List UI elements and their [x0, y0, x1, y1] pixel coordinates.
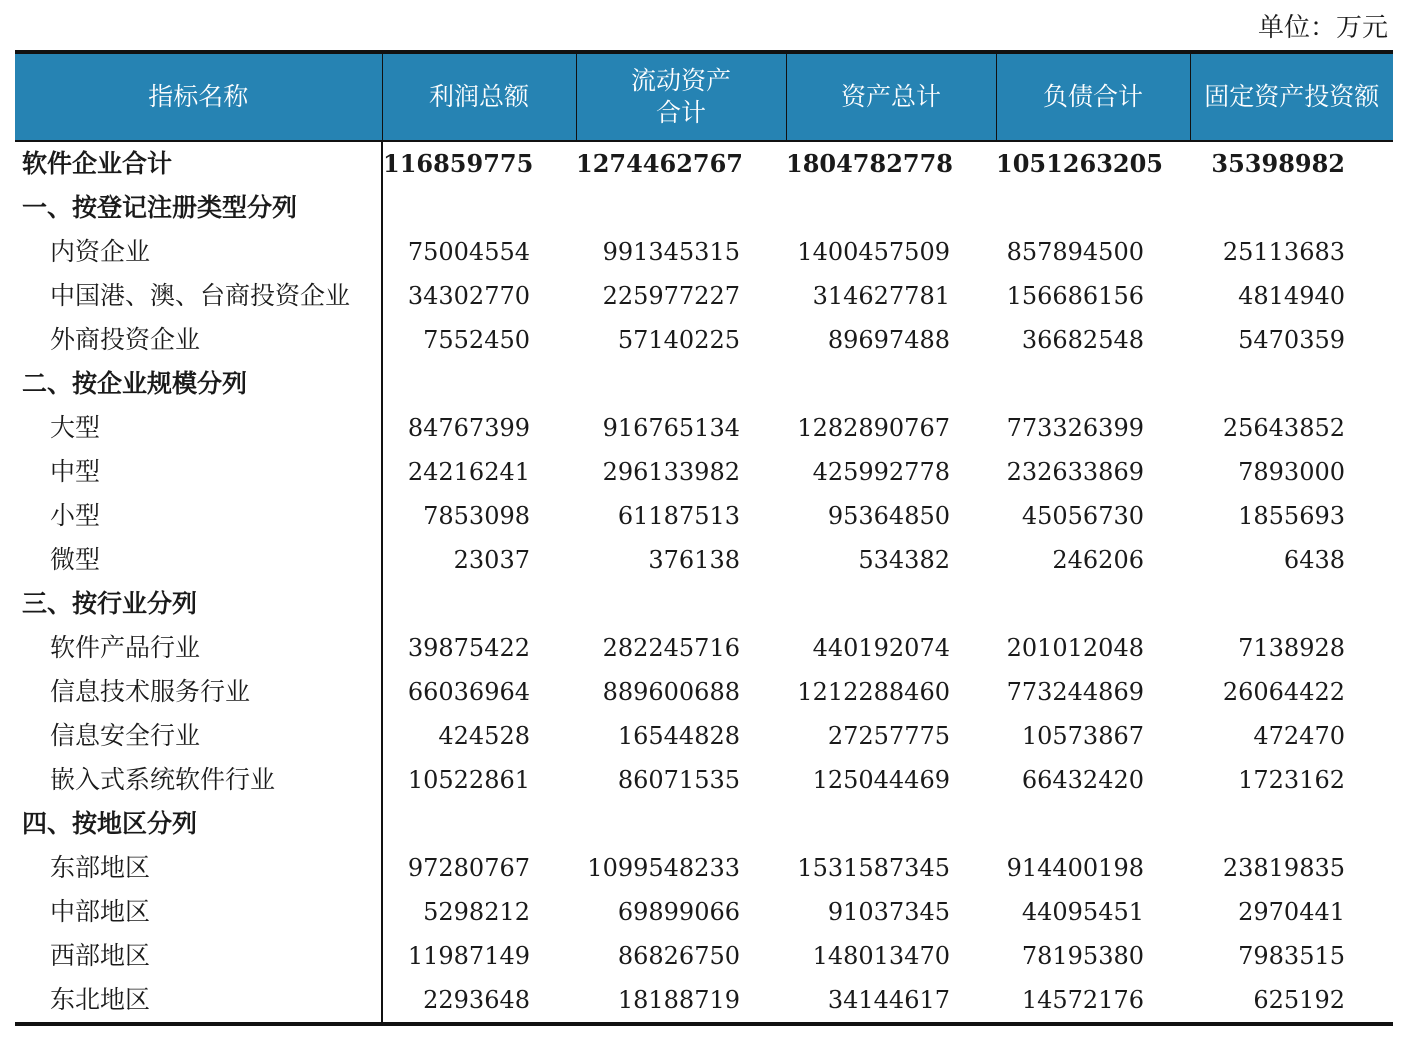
- cell-value: 97280767: [407, 854, 530, 882]
- cell-value: 35398982: [1211, 149, 1345, 178]
- cell-value: 34144617: [786, 978, 996, 1024]
- statistics-table: [15, 50, 1393, 1026]
- category-row: [15, 186, 1393, 230]
- cell-value: 2293648: [382, 978, 576, 1024]
- row-label: 东部地区: [15, 846, 382, 890]
- cell-value: 116859775: [383, 149, 534, 178]
- row-label: 信息技术服务行业: [15, 670, 382, 714]
- table-row: [15, 406, 1393, 450]
- cell-value: 69899066: [617, 898, 740, 926]
- cell-value: 26064422: [1222, 678, 1345, 706]
- cell-value: 232633869: [1006, 458, 1144, 486]
- row-label: 嵌入式系统软件行业: [15, 758, 382, 802]
- column-header-indicator-name: 指标名称: [15, 52, 382, 141]
- cell-value: 84767399: [407, 414, 530, 442]
- cell-value: 91037345: [827, 898, 950, 926]
- row-label: 西部地区: [15, 934, 382, 978]
- cell-value: 376138: [648, 546, 740, 574]
- cell-value: 27257775: [827, 722, 950, 750]
- cell-value: 857894500: [1006, 238, 1144, 266]
- cell-value: 148013470: [812, 942, 950, 970]
- cell-value: [1190, 362, 1393, 406]
- cell-value: 25113683: [1222, 238, 1345, 266]
- cell-value: 201012048: [1006, 634, 1144, 662]
- cell-value: 75004554: [407, 238, 530, 266]
- cell-value: [382, 582, 576, 626]
- cell-value: 914400198: [1006, 854, 1144, 882]
- cell-value: 36682548: [1021, 326, 1144, 354]
- row-label: 外商投资企业: [15, 318, 382, 362]
- row-label: 微型: [15, 538, 382, 582]
- cell-value: 1212288460: [797, 678, 950, 706]
- cell-value: 1400457509: [797, 238, 950, 266]
- column-header-fixed-asset-investment: 固定资产投资额: [1190, 52, 1393, 141]
- table-row: [15, 846, 1393, 890]
- total-row: [15, 141, 1393, 186]
- cell-value: 282245716: [602, 634, 740, 662]
- column-header-total-liabilities: 负债合计: [996, 52, 1190, 141]
- cell-value: [786, 362, 996, 406]
- cell-value: 4814940: [1238, 282, 1345, 310]
- column-header-total-assets: 资产总计: [786, 52, 996, 141]
- cell-value: 7893000: [1238, 458, 1345, 486]
- cell-value: 991345315: [602, 238, 740, 266]
- table-row: [15, 670, 1393, 714]
- cell-value: 7983515: [1238, 942, 1345, 970]
- row-label: 软件产品行业: [15, 626, 382, 670]
- table-row: [15, 230, 1393, 274]
- cell-value: 1804782778: [786, 149, 953, 178]
- cell-value: 425992778: [812, 458, 950, 486]
- cell-value: 1855693: [1238, 502, 1345, 530]
- cell-value: 10522861: [407, 766, 530, 794]
- cell-value: 7853098: [423, 502, 530, 530]
- category-row: [15, 802, 1393, 846]
- cell-value: 625192: [1190, 978, 1393, 1024]
- cell-value: 296133982: [602, 458, 740, 486]
- table-row: [15, 318, 1393, 362]
- cell-value: 7138928: [1238, 634, 1345, 662]
- cell-value: 95364850: [827, 502, 950, 530]
- cell-value: 24216241: [407, 458, 530, 486]
- cell-value: 25643852: [1222, 414, 1345, 442]
- cell-value: 1274462767: [576, 149, 743, 178]
- cell-value: 225977227: [602, 282, 740, 310]
- cell-value: [1190, 802, 1393, 846]
- row-label: 中国港、澳、台商投资企业: [15, 274, 382, 318]
- row-label: 信息安全行业: [15, 714, 382, 758]
- row-label: 一、按登记注册类型分列: [15, 186, 382, 230]
- table-row: [15, 978, 1393, 1024]
- row-label: 东北地区: [15, 978, 382, 1024]
- cell-value: [576, 582, 786, 626]
- cell-value: 5470359: [1238, 326, 1345, 354]
- table-row: [15, 494, 1393, 538]
- cell-value: [382, 802, 576, 846]
- cell-value: 1051263205: [996, 149, 1163, 178]
- cell-value: 2970441: [1238, 898, 1345, 926]
- cell-value: 773326399: [1006, 414, 1144, 442]
- row-label: 内资企业: [15, 230, 382, 274]
- cell-value: 246206: [1052, 546, 1144, 574]
- cell-value: 34302770: [407, 282, 530, 310]
- table-row: [15, 714, 1393, 758]
- cell-value: [576, 362, 786, 406]
- cell-value: 78195380: [1021, 942, 1144, 970]
- table-row: [15, 538, 1393, 582]
- cell-value: 314627781: [812, 282, 950, 310]
- cell-value: [576, 802, 786, 846]
- cell-value: 1099548233: [587, 854, 740, 882]
- cell-value: [996, 186, 1190, 230]
- cell-value: 14572176: [996, 978, 1190, 1024]
- cell-value: [382, 362, 576, 406]
- cell-value: 18188719: [576, 978, 786, 1024]
- row-label: 三、按行业分列: [15, 582, 382, 626]
- cell-value: 61187513: [617, 502, 740, 530]
- cell-value: 16544828: [617, 722, 740, 750]
- cell-value: 45056730: [1021, 502, 1144, 530]
- cell-value: 5298212: [423, 898, 530, 926]
- cell-value: 66432420: [1021, 766, 1144, 794]
- cell-value: 889600688: [602, 678, 740, 706]
- cell-value: [996, 362, 1190, 406]
- cell-value: 424528: [438, 722, 530, 750]
- cell-value: 773244869: [1006, 678, 1144, 706]
- cell-value: 7552450: [423, 326, 530, 354]
- cell-value: 86071535: [617, 766, 740, 794]
- cell-value: [382, 186, 576, 230]
- cell-value: [576, 186, 786, 230]
- cell-value: 86826750: [617, 942, 740, 970]
- cell-value: 534382: [858, 546, 950, 574]
- table-row: [15, 934, 1393, 978]
- cell-value: 6438: [1283, 546, 1345, 574]
- table-row: [15, 758, 1393, 802]
- table-row: [15, 626, 1393, 670]
- cell-value: 23037: [453, 546, 530, 574]
- cell-value: [786, 186, 996, 230]
- cell-value: 66036964: [407, 678, 530, 706]
- header-row: [15, 52, 1393, 141]
- column-header-current-assets: 流动资产 合计: [576, 52, 786, 141]
- row-label: 小型: [15, 494, 382, 538]
- cell-value: 39875422: [407, 634, 530, 662]
- cell-value: 11987149: [407, 942, 530, 970]
- table-row: [15, 450, 1393, 494]
- table-row: [15, 890, 1393, 934]
- cell-value: 1282890767: [797, 414, 950, 442]
- cell-value: [786, 582, 996, 626]
- cell-value: 156686156: [1006, 282, 1144, 310]
- row-label: 中型: [15, 450, 382, 494]
- row-label: 中部地区: [15, 890, 382, 934]
- cell-value: 1531587345: [797, 854, 950, 882]
- table-row: [15, 274, 1393, 318]
- cell-value: 125044469: [812, 766, 950, 794]
- cell-value: 89697488: [827, 326, 950, 354]
- cell-value: [786, 802, 996, 846]
- category-row: [15, 582, 1393, 626]
- cell-value: [1190, 582, 1393, 626]
- cell-value: 44095451: [1021, 898, 1144, 926]
- table-body: [15, 141, 1393, 1024]
- cell-value: 10573867: [1021, 722, 1144, 750]
- cell-value: [996, 802, 1190, 846]
- cell-value: 916765134: [602, 414, 740, 442]
- cell-value: 472470: [1253, 722, 1345, 750]
- cell-value: 57140225: [617, 326, 740, 354]
- cell-value: [1190, 186, 1393, 230]
- cell-value: 440192074: [812, 634, 950, 662]
- row-label: 二、按企业规模分列: [15, 362, 382, 406]
- column-header-total-profit: 利润总额: [382, 52, 576, 141]
- cell-value: [996, 582, 1190, 626]
- row-label: 四、按地区分列: [15, 802, 382, 846]
- row-label: 大型: [15, 406, 382, 450]
- unit-label: 单位：万元: [1257, 13, 1388, 43]
- row-label: 软件企业合计: [15, 141, 382, 186]
- cell-value: 23819835: [1222, 854, 1345, 882]
- cell-value: 1723162: [1238, 766, 1345, 794]
- category-row: [15, 362, 1393, 406]
